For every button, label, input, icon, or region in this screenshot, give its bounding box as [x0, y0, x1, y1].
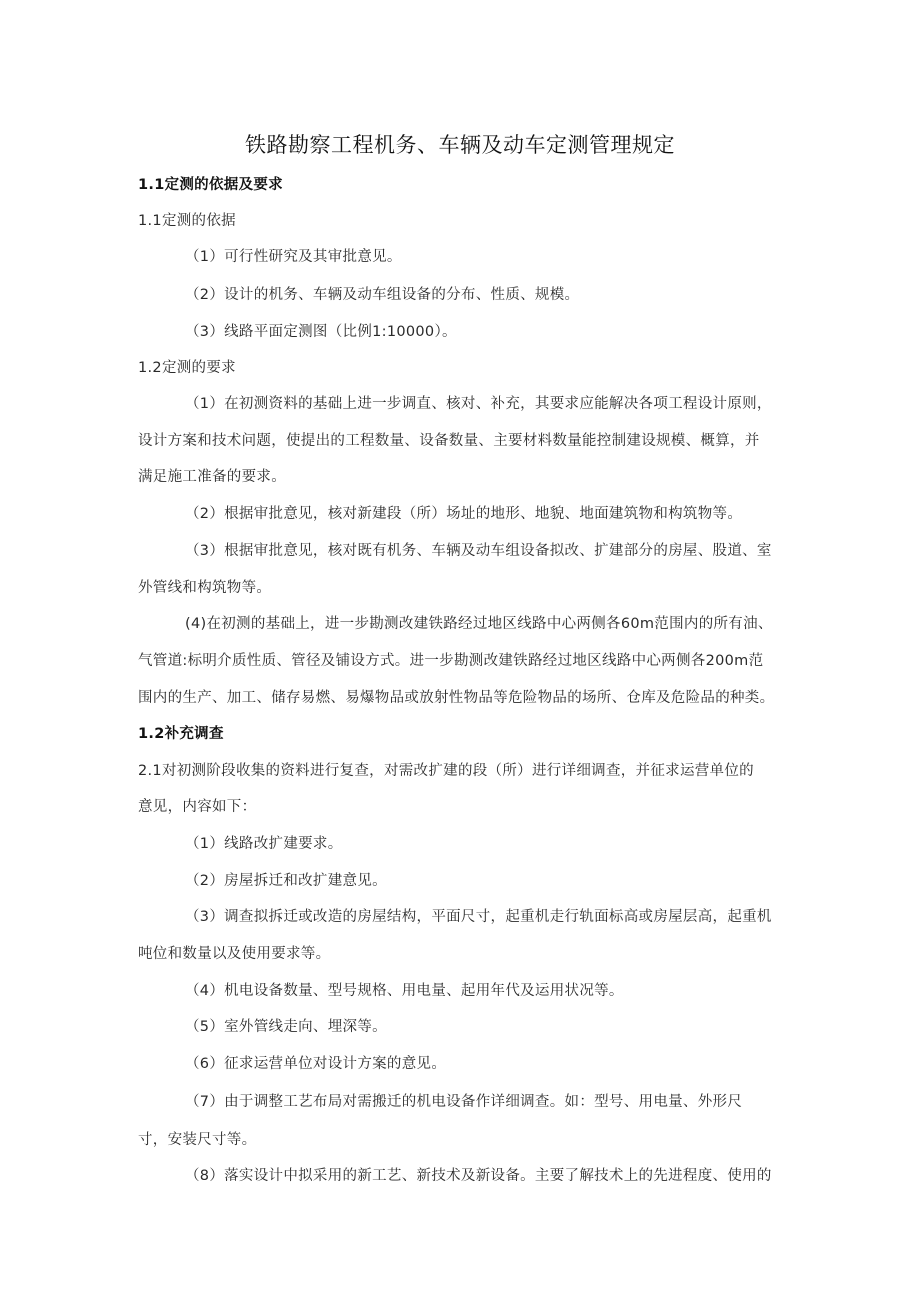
paragraph-line: 设计方案和技术问题，使提出的工程数量、设备数量、主要材料数量能控制建设规模、概算，并 — [138, 433, 760, 449]
paragraph-line: （8）落实设计中拟采用的新工艺、新技术及新设备。主要了解技术上的先进程度、使用的 — [185, 1168, 772, 1184]
paragraph-line: 寸，安装尺寸等。 — [138, 1132, 257, 1148]
paragraph-line: （2）设计的机务、车辆及动车组设备的分布、性质、规模。 — [185, 287, 580, 303]
paragraph-line: 2.1对初测阶段收集的资料进行复查，对需改扩建的段（所）进行详细调查，并征求运营单位的 — [138, 763, 754, 779]
paragraph-line: 围内的生产、加工、储存易燃、易爆物品或放射性物品等危险物品的场所、仓库及危险品的种类。 — [138, 690, 775, 706]
paragraph-line: （1）线路改扩建要求。 — [185, 836, 343, 852]
section-heading-1-1: 1.1定测的依据及要求 — [138, 177, 283, 193]
paragraph-line: （4）机电设备数量、型号规格、用电量、起用年代及运用状况等。 — [185, 983, 624, 999]
paragraph-line: （5）室外管线走向、埋深等。 — [185, 1019, 387, 1035]
section-heading-supplementary: 1.2补充调查 — [138, 726, 224, 742]
paragraph-line: (4)在初测的基础上，进一步勘测改建铁路经过地区线路中心两侧各60m范围内的所有油、 — [185, 616, 773, 632]
subsection-heading-requirements: 1.2定测的要求 — [138, 360, 236, 376]
paragraph-line: （3）线路平面定测图（比例1:10000）。 — [185, 324, 457, 340]
document-title: 铁路勘察工程机务、车辆及动车定测管理规定 — [245, 133, 675, 157]
paragraph-line: （3）调查拟拆迁或改造的房屋结构，平面尺寸，起重机走行轨面标高或房屋层高，起重机 — [185, 909, 772, 925]
paragraph-line: 吨位和数量以及使用要求等。 — [138, 946, 331, 962]
paragraph-line: （1）可行性研究及其审批意见。 — [185, 249, 402, 265]
paragraph-line: （2）房屋拆迁和改扩建意见。 — [185, 873, 387, 889]
subsection-heading-basis: 1.1定测的依据 — [138, 213, 236, 229]
paragraph-line: 满足施工准备的要求。 — [138, 469, 286, 485]
paragraph-line: （3）根据审批意见，核对既有机务、车辆及动车组设备拟改、扩建部分的房屋、股道、室 — [185, 543, 772, 559]
paragraph-line: （1）在初测资料的基础上进一步调直、核对、补充，其要求应能解决各项工程设计原则， — [185, 396, 772, 412]
paragraph-line: （2）根据审批意见，核对新建段（所）场址的地形、地貌、地面建筑物和构筑物等。 — [185, 506, 743, 522]
paragraph-line: 外管线和构筑物等。 — [138, 580, 272, 596]
paragraph-line: （7）由于调整工艺布局对需搬迁的机电设备作详细调查。如：型号、用电量、外形尺 — [185, 1094, 743, 1110]
paragraph-line: （6）征求运营单位对设计方案的意见。 — [185, 1056, 447, 1072]
paragraph-line: 意见，内容如下： — [138, 799, 257, 815]
paragraph-line: 气管道:标明介质性质、管径及铺设方式。进一步勘测改建铁路经过地区线路中心两侧各200m范 — [138, 653, 764, 669]
